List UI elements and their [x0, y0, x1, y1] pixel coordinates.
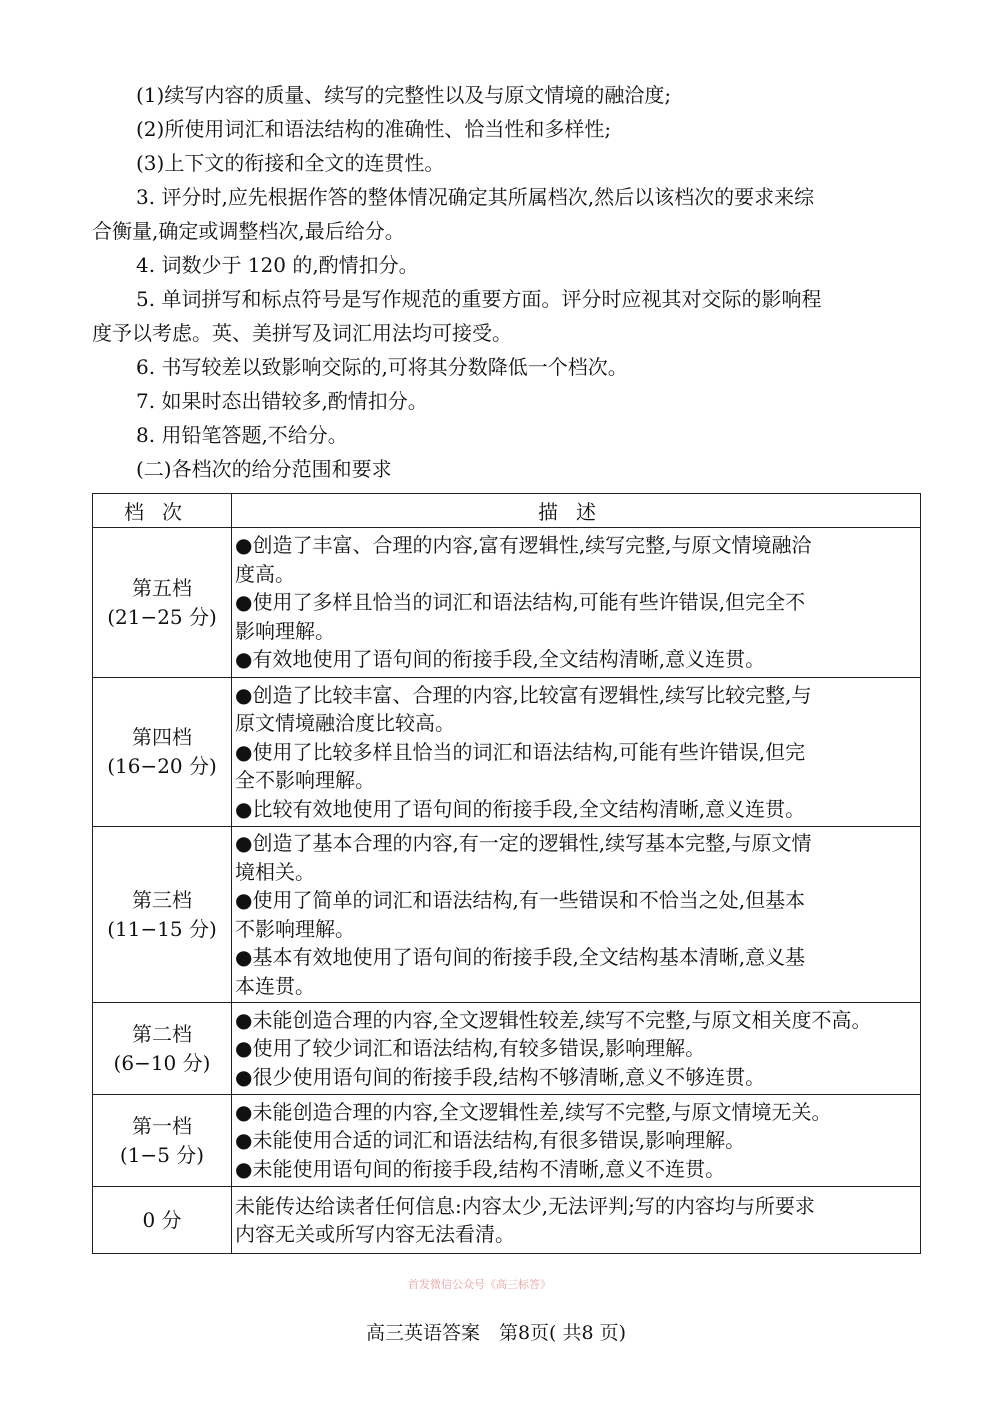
description-line: 原文情境融洽度比较高。: [235, 711, 455, 736]
level-cell: [93, 827, 232, 1003]
level-cell: [93, 528, 232, 678]
note-line: (2)所使用词汇和语法结构的准确性、恰当性和多样性;: [136, 117, 612, 141]
level-range: (21−25 分): [107, 604, 217, 629]
header-description: 描述: [232, 494, 921, 528]
note-line: 度予以考虑。英、美拼写及词汇用法均可接受。: [92, 321, 512, 345]
description-line: ●未能使用语句间的衔接手段,结构不清晰,意义不连贯。: [235, 1156, 726, 1181]
description-line: ●使用了比较多样且恰当的词汇和语法结构,可能有些许错误,但完: [235, 739, 806, 764]
description-line: ●比较有效地使用了语句间的衔接手段,全文结构清晰,意义连贯。: [235, 796, 806, 821]
header-level: 档次: [93, 494, 232, 528]
level-name: 第四档: [132, 725, 192, 749]
table-row: [93, 1003, 921, 1095]
table-row: [93, 827, 921, 1003]
note-line: 4. 词数少于 120 的,酌情扣分。: [136, 253, 419, 277]
table-row: [93, 1095, 921, 1187]
note-line: 6. 书写较差以致影响交际的,可将其分数降低一个档次。: [136, 355, 628, 379]
description-line: ●使用了多样且恰当的词汇和语法结构,可能有些许错误,但完全不: [235, 590, 806, 615]
note-line: (1)续写内容的质量、续写的完整性以及与原文情境的融洽度;: [136, 83, 672, 107]
note-line: (二)各档次的给分范围和要求: [136, 457, 392, 481]
level-cell: [93, 1095, 232, 1187]
description-line: 不影响理解。: [235, 916, 355, 941]
level-name: 第五档: [132, 575, 192, 600]
description-line: ●使用了简单的词汇和语法结构,有一些错误和不恰当之处,但基本: [235, 888, 806, 912]
description-line: ●未能使用合适的词汇和语法结构,有很多错误,影响理解。: [235, 1128, 746, 1153]
note-line: (3)上下文的衔接和全文的连贯性。: [136, 151, 445, 175]
description-line: 境相关。: [235, 859, 315, 884]
description-line: ●有效地使用了语句间的衔接手段,全文结构清晰,意义连贯。: [235, 647, 766, 672]
scoring-levels-table: [92, 493, 921, 1254]
watermark: 首发微信公众号《高三标答》: [408, 1278, 551, 1291]
note-line: 8. 用铅笔答题,不给分。: [136, 423, 348, 447]
level-range: (16−20 分): [107, 754, 217, 778]
description-line: ●基本有效地使用了语句间的衔接手段,全文结构基本清晰,意义基: [235, 945, 806, 969]
description-cell: [232, 1187, 921, 1254]
level-name: 第三档: [132, 887, 192, 912]
level-cell: [93, 678, 232, 827]
level-name: 第一档: [132, 1113, 192, 1138]
level-cell: [93, 1187, 232, 1254]
description-line: ●未能创造合理的内容,全文逻辑性差,续写不完整,与原文情境无关。: [235, 1099, 832, 1124]
description-cell: [232, 1003, 921, 1095]
level-name: 0 分: [142, 1207, 182, 1232]
level-range: (6−10 分): [113, 1050, 211, 1075]
description-line: 影响理解。: [235, 618, 335, 643]
level-range: (11−15 分): [107, 916, 217, 941]
description-line: ●创造了基本合理的内容,有一定的逻辑性,续写基本完整,与原文情: [235, 831, 812, 855]
note-line: 7. 如果时态出错较多,酌情扣分。: [136, 389, 428, 413]
description-line: 未能传达给读者任何信息:内容太少,无法评判;写的内容均与所要求: [235, 1193, 815, 1218]
note-line: 3. 评分时,应先根据作答的整体情况确定其所属档次,然后以该档次的要求来综: [136, 185, 815, 209]
description-cell: [232, 528, 921, 678]
description-line: 内容无关或所写内容无法看清。: [235, 1222, 515, 1246]
note-line: 5. 单词拼写和标点符号是写作规范的重要方面。评分时应视其对交际的影响程: [136, 287, 822, 311]
description-cell: [232, 827, 921, 1003]
description-line: ●未能创造合理的内容,全文逻辑性较差,续写不完整,与原文相关度不高。: [235, 1007, 872, 1032]
description-line: ●使用了较少词汇和语法结构,有较多错误,影响理解。: [235, 1036, 706, 1061]
level-range: (1−5 分): [119, 1142, 205, 1167]
page-footer: 高三英语答案 第8页( 共8 页): [365, 1322, 627, 1344]
description-line: 全不影响理解。: [235, 768, 375, 793]
description-cell: [232, 678, 921, 827]
description-line: 本连贯。: [235, 973, 315, 998]
level-name: 第二档: [132, 1021, 192, 1046]
description-cell: [232, 1095, 921, 1187]
scoring-notes: [92, 78, 922, 486]
table-row: [93, 1187, 921, 1254]
description-line: ●创造了丰富、合理的内容,富有逻辑性,续写完整,与原文情境融洽: [235, 533, 812, 558]
table-row: [93, 528, 921, 678]
table-row: [93, 678, 921, 827]
description-line: ●创造了比较丰富、合理的内容,比较富有逻辑性,续写比较完整,与: [235, 682, 812, 707]
level-cell: [93, 1003, 232, 1095]
note-line: 合衡量,确定或调整档次,最后给分。: [92, 219, 405, 243]
description-line: ●很少使用语句间的衔接手段,结构不够清晰,意义不够连贯。: [235, 1064, 766, 1089]
description-line: 度高。: [235, 561, 295, 586]
